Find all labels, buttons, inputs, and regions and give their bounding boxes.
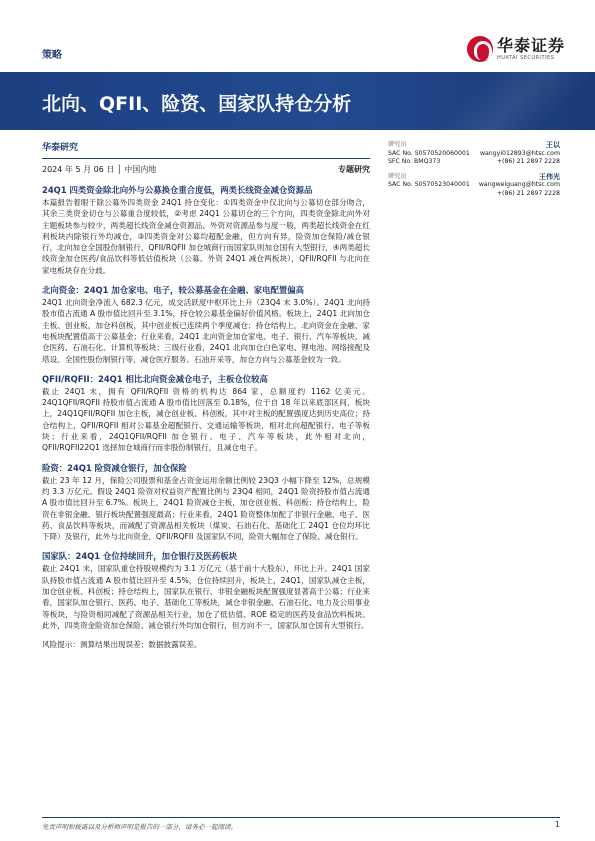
- analyst-role: 研究员: [388, 172, 407, 180]
- section-insurance: [42, 462, 370, 543]
- analyst-phone: +(86) 21 2897 2228: [496, 189, 560, 197]
- title-banner: [0, 72, 595, 130]
- section-heading: 险资：24Q1 险资减仓银行，加仓保险: [42, 462, 187, 473]
- research-org: 华泰研究: [42, 143, 79, 153]
- report-title: 北向、QFII、险资、国家队持仓分析: [42, 93, 352, 115]
- analyst-card: [388, 141, 560, 167]
- report-type: 专题研究: [338, 165, 370, 174]
- analyst-sac: SAC No. S0570520060001: [388, 149, 470, 157]
- analyst-sfc: SFC No. BMQ373: [388, 158, 441, 165]
- report-date-region: 2024 年 5 月 06 日 │ 中国内地: [42, 165, 157, 174]
- logo-name-cn: 华泰证券: [496, 36, 565, 55]
- analyst-panel: [388, 141, 560, 204]
- section-text: 截止 24Q1 末，国家队重仓持股规模约为 3.1 万亿元（基于前十大股东），环比上升。24Q1 国家队持股市值占流通 A 股市值比回升至 4.5%，仓位持续回升，板块上，24Q1，国家队减仓主板，加仓创业板、科创板；持仓结构上，国家队在银行、非银金融板块配置强度显著高于公募；行业来看，国家队加仓银行、医药、电子、基础化工等板块，减仓非银金融、石油石化、电力及公用事业等板块，与险资相同减配了资源品相关行业，加仓了低估值、ROE 稳定的医药及食品饮料板块。此外，四类资金险资加仓保险、减仓银行外均加仓银行，但方向不一，国家队加仓国有大型银行。: [42, 564, 370, 630]
- page-number: 1: [554, 820, 560, 829]
- analyst-sac: SAC No. S0570523040001: [388, 181, 470, 188]
- section-text: 24Q1 北向资金净流入 682.3 亿元，成交活跃度中枢环比上升（23Q4 末 3.0%）。24Q1 北向持股市值占流通 A 股市值比回升至 3.1%，持仓较公募基金偏好价值风格。板块上，24Q1 北向加仓主板、创业板，加仓科创板，其中创业板已连续两个季度减仓；持仓结构上，北向资金在金融、家电板块配置值高于公募基金；行业来看，24Q1 北向资金加仓家电、电子、银行、汽车等板块，减仓医药、石油石化、计算机等板块；三级行业看，24Q1 北向加仓白色家电、锂电池、网络接配及塔设、全国性股份制银行等，减仓医疗服务、石油开采等，加仓方向与公募基金较为一致。: [42, 298, 370, 364]
- analyst-name: 王伟光: [539, 172, 560, 181]
- analyst-email[interactable]: wangweiguang@htsc.com: [478, 181, 560, 188]
- section-national-team: [42, 550, 370, 631]
- footer-divider: [42, 817, 560, 818]
- analyst-role: 研究员: [388, 141, 407, 148]
- report-meta: [42, 140, 370, 175]
- meta-divider: [42, 158, 370, 159]
- analyst-card: [388, 173, 560, 199]
- section-qfii: [42, 373, 370, 454]
- section-heading: 北向资金：24Q1 加仓家电、电子，较公募基金在金融、家电配置偏高: [42, 285, 305, 296]
- section-northbound: [42, 284, 370, 365]
- risk-warning: 风险提示：测算结果出现误差；数据披露误差。: [42, 640, 202, 650]
- section-text: 截止 24Q1 末，拥有 QFII/RQFII 资格的机构达 864 家，总额度约 1162 亿美元。24Q1QFII/RQFII 持股市值占流通 A 股市值比回落至 0.18%，位于自 18 年以来底部区间，板块上，24Q1QFII/RQFII 加仓主板，减仓创业板、科创板，其中对主板的配置强度达到历史高位；持仓结构上，QFII/RQFII 相对公募基金超配银行、交通运输等板块，相对北向超配银行、电子等板块；行业来看，24Q1QFII/RQFII 加仓银行、电子、汽车等板块，此外相对北向，QFII/RQFII22Q1 选择加仓城商行而非股份制银行，且减仓电子。: [42, 386, 370, 453]
- section-overview: [42, 184, 370, 276]
- huatai-logo-icon: [467, 36, 493, 62]
- report-body: [42, 184, 370, 650]
- report-category-tag: 策略: [42, 50, 62, 61]
- footer-disclaimer: 免责声明和披露以及分析师声明是报告的一部分，请务必一起阅读。: [42, 823, 237, 831]
- section-text: 本篇报告着眼于除公募外四类资金 24Q1 持仓变化：①四类资金中仅北向与公募切仓部分吻合，其余三类资金切仓与公募重合度较低，②考虑 24Q1 公募切仓的三个方向，四类资金除北向外对主题板块参与较少，两类超长线资金减仓资源品、外资对资源品参与度一般，两类超长线资金在红利板块内除银行外均减仓，③四类资金对公募均超配金融，但方向有异，险资加仓保险/减仓银行，北向加仓全国股份制银行，QFII/RQFII 加仓城商行而国家队则加仓国有大型银行，④两类超长线资金加仓医药/食品饮料等低估值板块（公募、外资 24Q1 减仓两板块），QFII/RQFII 与北向在家电板块存在分歧。: [42, 198, 370, 275]
- section-heading: 国家队：24Q1 仓位持续回升，加仓银行及医药板块: [42, 551, 238, 562]
- analyst-name: 王以: [546, 141, 560, 149]
- section-heading: 24Q1 四类资金除北向外与公募换仓重合度低，两类长线资金减仓资源品: [42, 185, 313, 195]
- section-heading: QFII/RQFII：24Q1 相比北向资金减仓电子，主板仓位较高: [42, 373, 268, 384]
- analyst-phone: +(86) 21 2897 2228: [496, 158, 560, 165]
- huatai-logo: [467, 36, 565, 62]
- logo-name-en: HUATAI SECURITIES: [496, 55, 555, 61]
- analyst-email[interactable]: wangyi012893@htsc.com: [479, 149, 560, 157]
- section-text: 截止 23 年 12 月，保险公司股票和基金占资金运用余额比例较 23Q3 小幅下降至 12%，总规模约 3.3 万亿元。假设 24Q1 险资对权益资产配置比例与 23Q4 相同，24Q1 险资持股市值占流通 A 股市值比回升至 6.7%。板块上，24Q1 险资减仓主板，加仓创业板、科创板；持仓结构上，险资在非银金融、银行板块配置强度最高；行业来看，24Q1 险资整体加配了非银行金融、电子、医药、食品饮料等板块，而减配了资源品相关板块（煤炭、石油石化、基础化工 24Q1 仓位均环比下降）及银行，此外与北向资金、QFII/RQFII 及国家队不同，险资大幅加仓了保险、减仓银行。: [42, 475, 370, 542]
